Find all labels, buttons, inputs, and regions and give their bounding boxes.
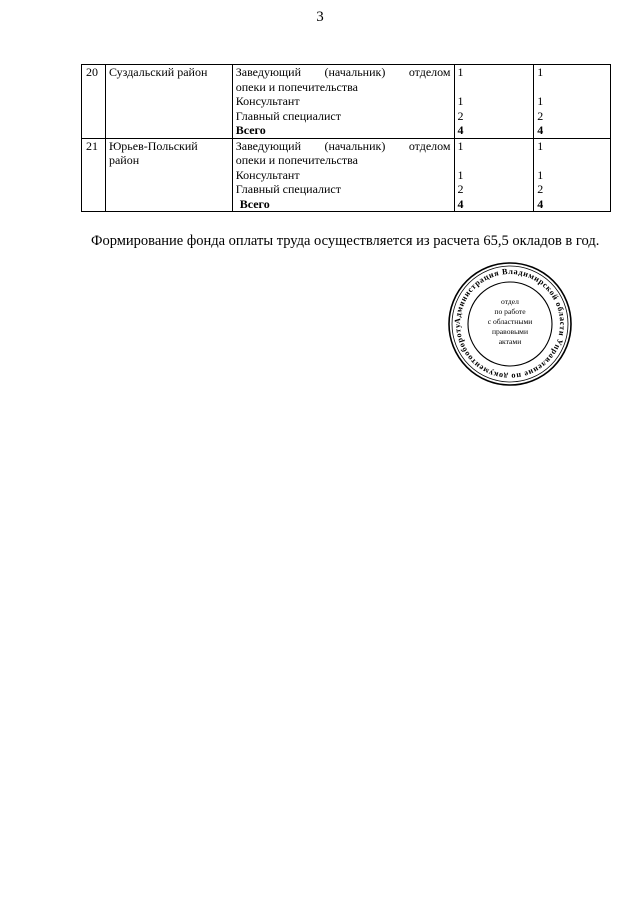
svg-text:Администрация Владимирской обл: Администрация Владимирской области Управление по документообороту: [452, 266, 568, 382]
svg-text:отдел: отдел: [501, 297, 519, 306]
position-title-cont: опеки и попечительства: [235, 153, 358, 167]
seal-icon: [446, 262, 574, 387]
official-seal: [446, 262, 574, 387]
total-label: Всего: [239, 196, 270, 211]
page-number: 3: [316, 9, 324, 25]
row-number: 20: [82, 65, 106, 139]
staff-table: [81, 64, 611, 212]
position-title: Главный специалист: [235, 182, 341, 196]
svg-text:правовыми: правовыми: [491, 327, 529, 336]
row-number: 21: [82, 138, 106, 212]
total-label: Всего: [235, 123, 266, 137]
position-title: Заведующий (начальник) отделом: [235, 65, 451, 79]
count-cell-b: 1 1 2 4: [534, 138, 611, 212]
table-row: [82, 138, 611, 212]
position-title: Главный специалист: [235, 108, 341, 123]
table-row: [82, 65, 611, 139]
positions-cell: [232, 138, 454, 212]
position-title: Консультант: [235, 167, 300, 182]
positions-cell: [232, 65, 454, 139]
svg-text:актами: актами: [498, 337, 522, 346]
position-title-cont: опеки и попечительства: [235, 79, 358, 94]
count-cell-a: 1 1 2 4: [454, 138, 534, 212]
position-title: Консультант: [235, 94, 300, 108]
payroll-note: Формирование фонда оплаты труда осуществляется из расчета 65,5 окладов в год.: [91, 233, 600, 249]
position-title: Заведующий (начальник) отделом: [235, 138, 451, 153]
district-name: Юрьев-Польский район: [105, 138, 232, 212]
svg-text:по работе: по работе: [494, 307, 526, 316]
count-cell-a: 1 1 2 4: [454, 65, 534, 139]
svg-text:с областными: с областными: [487, 317, 533, 326]
district-name: Суздальский район: [105, 65, 232, 139]
count-cell-b: 1 1 2 4: [534, 65, 611, 139]
